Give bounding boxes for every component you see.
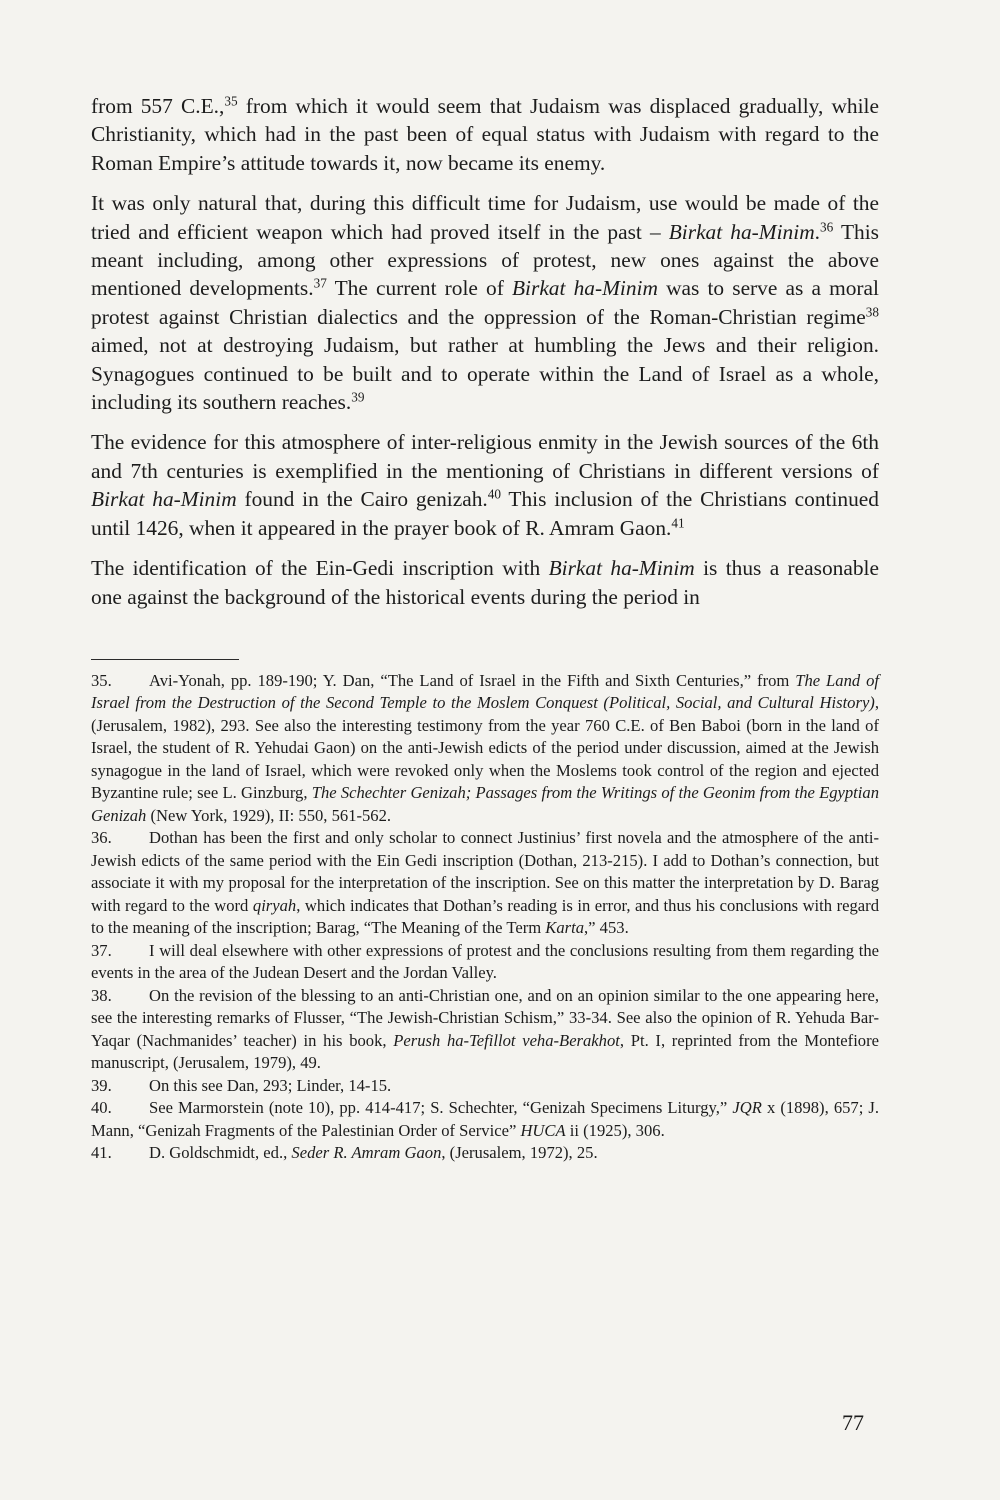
text-run: from 557 C.E., [91,94,225,118]
footnote-number: 41. [91,1143,112,1163]
text-run: The current role of [326,276,512,301]
text-run: This inclusion of the Christians continued until 1426, when it appeared in the prayer book of R. Amram Gaon. [91,487,879,540]
italic-text: JQR [732,1098,762,1118]
text-run: This meant including, among other expressions of protest, new ones against the above mentioned developments. [91,219,879,301]
footnote-ref: 37 [313,276,327,292]
text-run: The evidence for this atmosphere of inter-religious enmity in the Jewish sources of the 6th and 7th centuries is exemplified in the mentioning of Christians in different versions of [91,430,879,483]
text-run: x (1898), 657; J. Mann, “Genizah Fragments of the Palestinian Order of Service” [91,1098,880,1140]
footnote-number: 39. [91,1075,112,1095]
footnote [91,1142,879,1165]
text-run: , (Jerusalem, 1972), 25. [441,1143,598,1163]
italic-text: Birkat ha-Minim [511,276,658,301]
page-number: 77 [842,1410,864,1435]
italic-text: Seder R. Amram Gaon [291,1143,442,1163]
text-run: was to serve as a moral protest against Christian dialectics and the oppression of the Roman-Christian regime [91,276,879,329]
footnote [91,1097,879,1142]
paragraph [91,554,879,611]
italic-text: Birkat ha-Minim [548,556,695,581]
paragraph [91,189,879,416]
text-run: , Pt. I, reprinted from the Montefiore manuscript, (Jerusalem, 1979), 49. [91,1030,879,1073]
text-run: ii (1925), 306. [565,1120,665,1140]
footnote [91,1075,879,1098]
italic-text: Perush ha-Tefillot veha-Berakhot [393,1030,620,1050]
paragraph [91,428,879,542]
text-run: It was only natural that, during this difficult time for Judaism, use would be made of the tried and efficient weapon which had proved itself in the past – [91,191,879,244]
italic-text: Birkat ha-Minim [91,487,237,512]
footnote-number: 40. [91,1098,112,1118]
text-run: Dothan has been the first and only scholar to connect Justinius’ first novela and the atmosphere of the anti-Jewish edicts of the same period with the Ein Gedi inscription (Dothan, 213-215). I add to Dothan’s connection, but associate it with my proposal for the interpretation of the inscription. See on this matter the interpretation by D. Barag with regard to the word [91,828,879,915]
footnote-ref: 36 [820,219,834,235]
text-run: Avi-Yonah, pp. 189-190; Y. Dan, “The Land of Israel in the Fifth and Sixth Centuries,” from [149,670,796,690]
italic-text: Birkat ha-Minim [668,219,815,244]
italic-text: Karta [545,918,585,938]
main-text [91,92,879,611]
footnote [91,940,879,985]
text-run: (New York, 1929), II: 550, 561-562. [146,805,392,825]
text-run: See Marmorstein (note 10), pp. 414-417; S. Schechter, “Genizah Specimens Liturgy,” [149,1098,733,1118]
footnote-ref: 40 [487,486,501,502]
footnote-ref: 38 [865,304,879,320]
italic-text: The Land of Israel from the Destruction of the Second Temple to the Moslem Conquest (Political, Social, and Cultural History) [91,670,879,713]
footnote-number: 35. [91,670,112,690]
text-run: The identification of the Ein-Gedi inscription with [91,556,549,581]
paragraph [91,92,879,177]
footnote [91,670,879,828]
text-run: from which it would seem that Judaism was displaced gradually, while Christianity, which had in the past been of equal status with Judaism with regard to the Roman Empire’s attitude towards it, now became its enemy. [91,94,879,175]
footnote-number: 38. [91,985,112,1005]
text-run: is thus a reasonable one against the background of the historical events during the period in [91,556,879,609]
italic-text: The Schechter Genizah; Passages from the Writings of the Geonim from the Egyptian Genizah [91,783,879,825]
footnote-ref: 39 [351,389,365,405]
text-run: D. Goldschmidt, ed., [149,1143,292,1163]
footnote-ref: 35 [224,93,238,109]
text-run: , which indicates that Dothan’s reading is in error, and thus his conclusions with regard to the meaning of the inscription; Barag, “The Meaning of the Term [91,895,879,938]
footnotes [91,670,879,1165]
text-run: On this see Dan, 293; Linder, 14-15. [149,1075,392,1095]
footnote [91,827,879,940]
text-run: I will deal elsewhere with other expressions of protest and the conclusions resulting from them regarding the events in the area of the Judean Desert and the Jordan Valley. [91,940,879,983]
text-run: . [814,219,821,244]
page-body [91,92,879,1165]
footnote-number: 37. [91,940,112,960]
footnote [91,985,879,1075]
footnote-number: 36. [91,828,112,848]
footnote-rule [91,659,239,660]
text-run: , (Jerusalem, 1982), 293. See also the interesting testimony from the year 760 C.E. of Ben Baboi (born in the land of Israel, the student of R. Yehudai Gaon) on the anti-Jewish edicts of the period under discussion, aimed at the Jewish synagogue in the land of Israel, which were revoked only when the Moslems took control of the region and ejected Byzantine rule; see L. Ginzburg, [91,693,879,803]
italic-text: HUCA [520,1120,566,1140]
text-run: found in the Cairo genizah. [236,487,488,512]
italic-text: qiryah [252,895,297,915]
text-run: On the revision of the blessing to an anti-Christian one, and on an opinion similar to the one appearing here, see the interesting remarks of Flusser, “The Jewish-Christian Schism,” 33-34. See also the opinion of R. Yehuda Bar-Yaqar (Nachmanides’ teacher) in his book, [91,985,879,1050]
footnote-ref: 41 [671,515,685,531]
text-run: aimed, not at destroying Judaism, but rather at humbling the Jews and their religion. Synagogues continued to be built and to operate within the Land of Israel as a whole, including its southern reaches. [91,333,879,415]
text-run: ,” 453. [584,918,629,938]
